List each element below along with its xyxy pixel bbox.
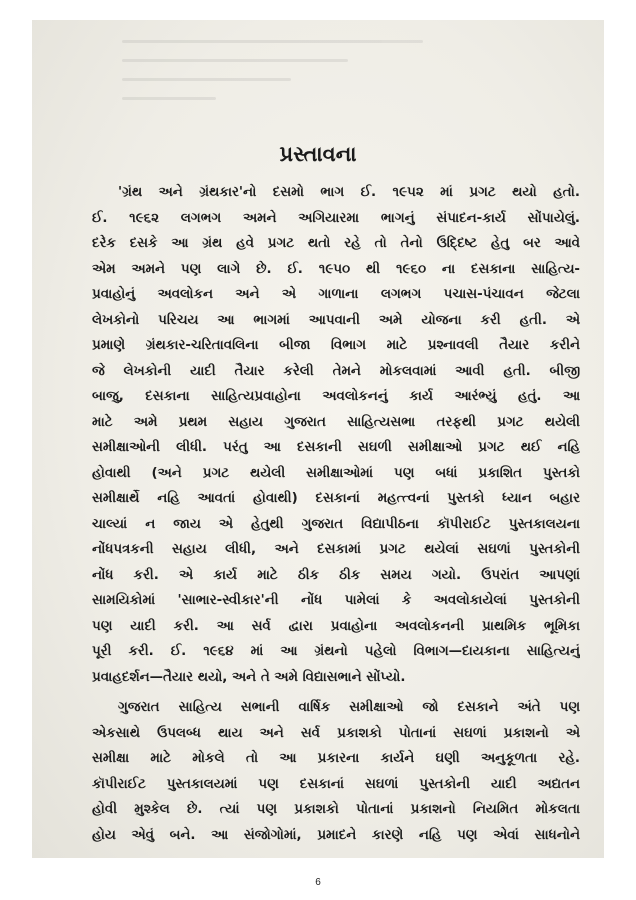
show-through-text [122, 40, 592, 120]
text-line: સમીક્ષાર્થે નહિ આવતાં હોવાથી) દસકાનાં મહત્ત્વનાં પુસ્તકો ધ્યાન બહાર [92, 491, 580, 506]
text-line: પૂરી કરી. ઈ. ૧૯૬૪ માં આ ગ્રંથનો પહેલો વિભાગ—દાયકાના સાહિત્યનું [92, 644, 580, 659]
text-line: જે લેખકોની યાદી તૈયાર કરેલી તેમને મોકલવામાં આવી હતી. બીજી [92, 363, 580, 379]
text-line: કૉપીરાઈટ પુસ્તકાલયમાં પણ દસકાનાં સઘળાં પુસ્તકોની યાદી અદ્યતન [92, 776, 580, 792]
text-line: પ્રવાહદર્શન—તૈયાર થયો, અને તે અમે વિદ્યાસભાને સોંપ્યો. [92, 669, 406, 685]
text-line: સમીક્ષા માટે મોકલે તો આ પ્રકારના કાર્યને ઘણી અનુકૂળતા રહે. [92, 751, 580, 766]
text-line: ઈ. ૧૯૬૨ લગભગ અમને અગિયારમા ભાગનું સંપાદન-કાર્ય સોંપાયેલું. [92, 210, 580, 226]
text-line: પ્રમાણે ગ્રંથકાર-ચરિતાવલિના બીજા વિભાગ માટે પ્રશ્નાવલી તૈયાર કરીને [92, 338, 580, 353]
page-number: 6 [315, 877, 321, 888]
text-line: સમીક્ષાઓની લીધી. પરંતુ આ દસકાની સઘળી સમીક્ષાઓ પ્રગટ થઈ નહિ [92, 440, 580, 455]
scanned-page [32, 20, 604, 858]
text-line: પ્રવાહોનું અવલોકન અને એ ગાળાના લગભગ પચાસ-પંચાવન જેટલા [92, 287, 580, 302]
text-line: લેખકોનો પરિચય આ ભાગમાં આપવાની અમે યોજના કરી હતી. એ [92, 312, 580, 328]
page-title: પ્રસ્તાવના [279, 142, 357, 166]
text-line: દરેક દસકે આ ગ્રંથ હવે પ્રગટ થતો રહે તો તેનો ઉદ્દિષ્ટ હેતુ બર આવે [92, 236, 580, 251]
text-line: 'ગ્રંથ અને ગ્રંથકાર'નો દસમો ભાગ ઈ. ૧૯૫૨ માં પ્રગટ થયો હતો. [118, 185, 580, 200]
text-line: હોવી મુશ્કેલ છે. ત્યાં પણ પ્રકાશકો પોતાનાં પ્રકાશનો નિયમિત મોકલતા [92, 802, 580, 817]
body-text [92, 180, 580, 848]
text-line: ગુજરાત સાહિત્ય સભાની વાર્ષિક સમીક્ષાઓ જો દસકાને અંતે પણ [118, 700, 580, 715]
text-line: હોય એવું બને. આ સંજોગોમાં, પ્રમાદને કારણે નહિ પણ એવાં સાધનોને [92, 827, 580, 843]
text-line: એકસાથે ઉપલબ્ધ થાય અને સર્વ પ્રકાશકો પોતાનાં સઘળાં પ્રકાશનો એ [92, 725, 580, 741]
text-line: ચાલ્યાં ન જાય એ હેતુથી ગુજરાત વિદ્યાપીઠના કૉપીરાઈટ પુસ્તકાલયના [92, 516, 580, 532]
paragraph-1 [92, 180, 580, 690]
text-line: પણ યાદી કરી. આ સર્વ દ્વારા પ્રવાહોના અવલોકનની પ્રાથમિક ભૂમિકા [92, 618, 580, 634]
text-line: નોંધ કરી. એ કાર્ય માટે ઠીક ઠીક સમય ગયો. ઉપરાંત આપણાં [92, 567, 580, 583]
text-line: સામયિકોમાં 'સાભાર-સ્વીકાર'ની નોંધ પામેલાં કે અવલોકાયેલાં પુસ્તકોની [92, 593, 580, 608]
text-line: એમ અમને પણ લાગે છે. ઈ. ૧૯૫૦ થી ૧૯૬૦ ના દસકાના સાહિત્ય- [92, 261, 580, 277]
text-line: માટે અમે પ્રથમ સહાય ગુજરાત સાહિત્યસભા તરફથી પ્રગટ થયેલી [92, 414, 580, 430]
text-line: હોવાથી (અને પ્રગટ થયેલી સમીક્ષાઓમાં પણ બધાં પ્રકાશિત પુસ્તકો [92, 465, 580, 481]
paragraph-2 [92, 695, 580, 848]
text-line: બાજુ, દસકાના સાહિત્યપ્રવાહોના અવલોકનનું કાર્ય આરંભ્યું હતું. આ [92, 389, 580, 404]
text-line: નોંધપત્રકની સહાય લીધી, અને દસકામાં પ્રગટ થયેલાં સઘળાં પુસ્તકોની [92, 542, 580, 557]
